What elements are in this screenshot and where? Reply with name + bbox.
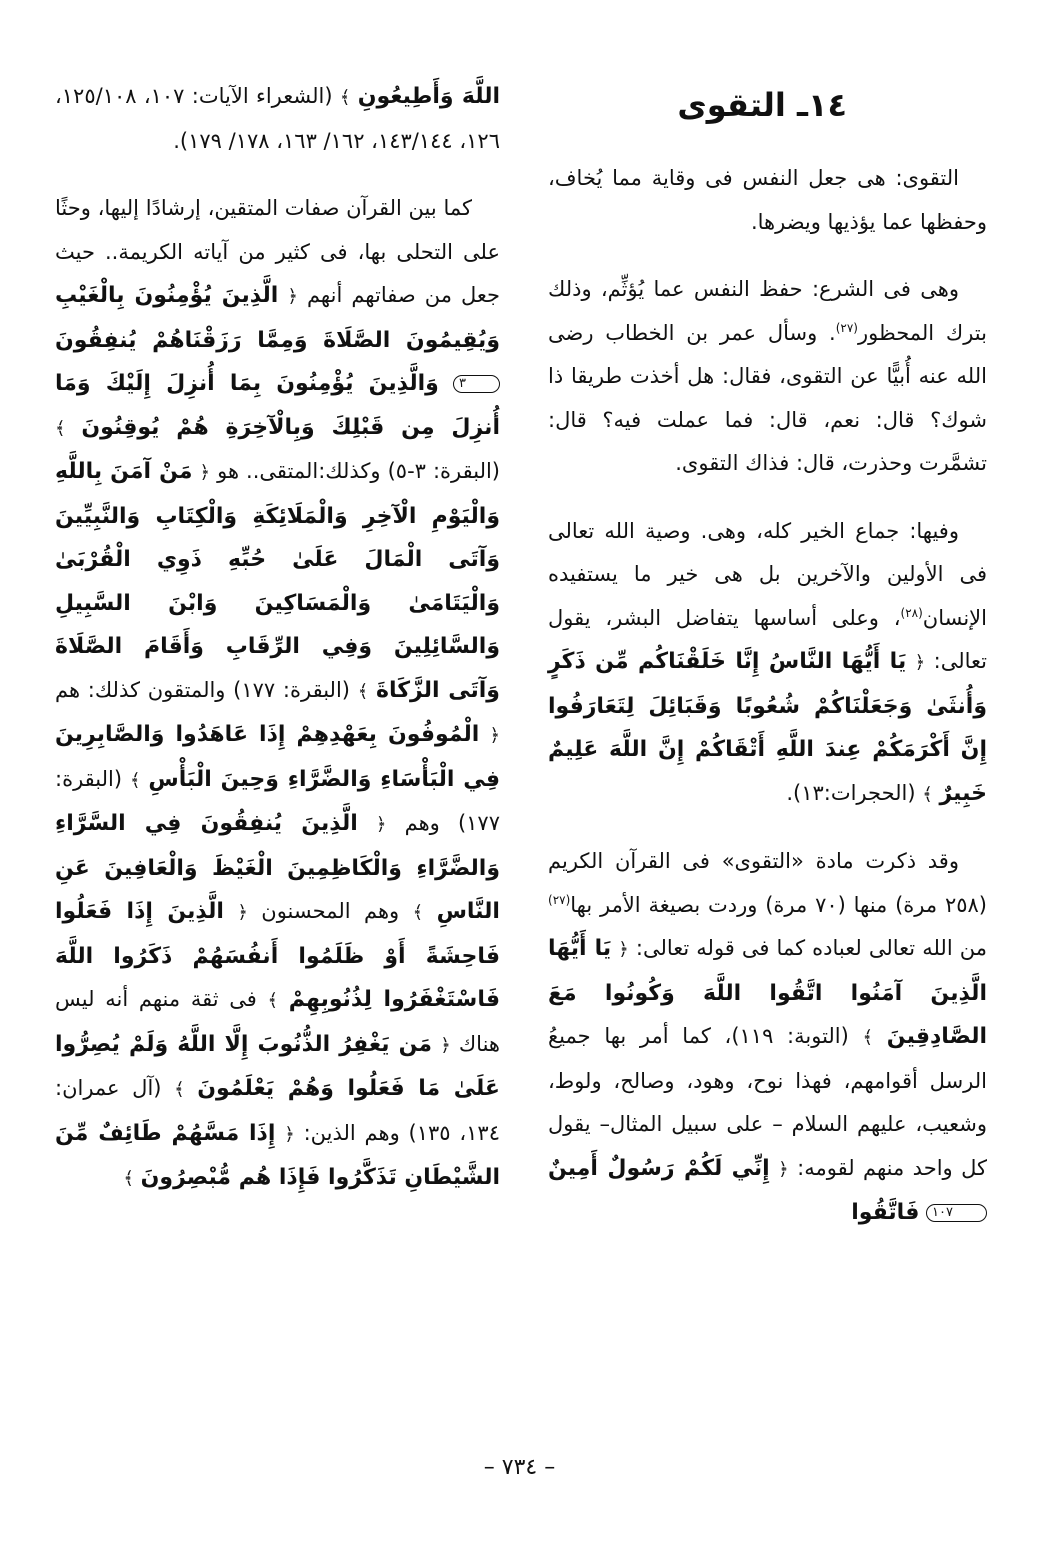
verse-number-badge: ١٠٧ [926,1204,987,1222]
verse-citation: (الحجرات:١٣). [786,780,916,805]
verse-open-bracket: ﴿ [284,1123,295,1145]
quran-verse: الَّذِينَ يُؤْمِنُونَ بِالْغَيْبِ وَيُقِيمُونَ الصَّلَاةَ وَمِمَّا رَزَقْنَاهُمْ يُنفِقُونَ [55,283,500,353]
verse-close-bracket: ﴾ [123,1168,134,1189]
verse-close-bracket: ﴾ [55,417,66,439]
verse-close-bracket: ﴾ [267,990,279,1011]
quran-verse: مَنْ آمَنَ بِاللَّهِ وَالْيَوْمِ الْآخِرِ وَالْمَلَائِكَةِ وَالْكِتَابِ وَالنَّبِيِّينَ وَآتَى الْمَالَ عَلَىٰ حُبِّهِ ذَوِي الْقُرْبَىٰ وَالْيَتَامَىٰ وَالْمَسَاكِينَ وَابْنَ السَّبِيلِ وَالسَّائِلِينَ وَفِي الرِّقَابِ وَأَقَامَ الصَّلَاةَ وَآتَى الزَّكَاةَ [55,459,500,703]
quran-verse: وَالَّذِينَ يُؤْمِنُونَ بِمَا أُنزِلَ إِلَيْكَ وَمَا أُنزِلَ مِن قَبْلِكَ وَبِالْآخِرَةِ هُمْ يُوقِنُونَ [55,371,500,440]
page-title: ١٤ـ التقوى [677,86,847,124]
verse-open-bracket: ﴿ [914,652,926,673]
verse-citation: (التوبة: ١١٩) [731,1024,849,1048]
footnote-ref[interactable]: (٢٧) [835,320,858,335]
verse-citation: (الشعراء الآيات: ١٠٧، ١٢٥/١٠٨، ١٢٦، ١٤٣/١٤٤، ١٦٢/ ١٦٣، ١٧٨/ ١٧٩). [55,84,500,153]
verse-close-bracket: ﴾ [129,769,141,791]
verse-close-bracket: ﴾ [339,87,351,108]
virtue-paragraph [548,510,987,817]
shuara-paragraph [55,75,500,163]
verse-citation: (البقرة: ١٧٧) والمتقون كذلك: هم [55,677,350,702]
verse-open-bracket: ﴿ [489,725,500,746]
text: التقوى: هى جعل النفس فى وقاية مما يُخاف، وحفظها عما يؤذيها ويضرها. [548,166,987,234]
verse-citation: (آل عمران: ١٣٤، ١٣٥) وهم الذين: [55,1076,500,1145]
quran-verse: إِذَا مَسَّهُمْ طَائِفٌ مِّنَ الشَّيْطَانِ تَذَكَّرُوا فَإِذَا هُم مُّبْصِرُونَ [55,1120,500,1190]
verse-number-badge: ٣ [453,375,500,393]
page-number: – ٧٣٤ – [483,1455,556,1480]
verse-open-bracket: ﴿ [440,1034,451,1056]
traits-paragraph [55,187,500,1201]
footnote-ref[interactable]: (٢٧) [548,892,571,907]
verse-open-bracket: ﴿ [287,286,298,307]
right-column [548,75,987,1259]
quran-verse: فَاتَّقُوا [851,1200,920,1225]
text: ، وعلى أساسها يتفاضل البشر، يقول تعالى: [548,605,987,673]
verse-close-bracket: ﴾ [357,680,369,702]
mentions-paragraph [548,840,987,1235]
text: وهى فى الشرع: حفظ النفس عما يُؤثِّم، وذلك بترك المحظور [548,277,987,345]
verse-open-bracket: ﴿ [237,902,248,923]
verse-open-bracket: ﴿ [778,1158,789,1180]
quran-verse: الَّذِينَ يُنفِقُونَ فِي السَّرَّاءِ وَالضَّرَّاءِ وَالْكَاظِمِينَ الْغَيْظَ وَالْعَافِينَ عَنِ النَّاسِ [55,811,500,924]
verse-close-bracket: ﴾ [412,902,424,923]
verse-close-bracket: ﴾ [862,1027,874,1048]
text: كما بين القرآن صفات المتقين، إرشادًا إليها، وحثًا على التحلى بها، فى كثير من آياته الكريمة.. حيث جعل من صفاتهم أنهم [55,196,500,307]
left-column [55,75,500,1225]
verse-open-bracket: ﴿ [199,462,211,483]
quran-verse: الْمُوفُونَ بِعَهْدِهِمْ إِذَا عَاهَدُوا وَالصَّابِرِينَ فِي الْبَأْسَاءِ وَالضَّرَّاءِ وَحِينَ الْبَأْسِ [55,722,500,792]
text: . وسأل عمر بن الخطاب رضى الله عنه أُبيًّا عن التقوى، فقال: هل أخذت طريقا ذا شوك؟ قال: نعم، قال: فما عملت فيه؟ قال: تشمَّرت وحذرت، قال: فذاك التقوى. [548,320,987,475]
verse-open-bracket: ﴿ [375,814,387,835]
quran-verse: اللَّهَ وَأَطِيعُونِ [357,84,500,109]
quran-verse: إِنِّي لَكُمْ رَسُولٌ أَمِينٌ [548,1155,770,1181]
text: ، كما أمر بها جميعُ الرسل أقوامهم، فهذا نوح، وهود، وصالح، ولوط، وشعيب، عليهم السلام – على سبيل المثال– يقول كل واحد منهم لقومه: [548,1024,987,1180]
quran-verse: يَا أَيُّهَا الَّذِينَ آمَنُوا اتَّقُوا اللَّهَ وَكُونُوا مَعَ الصَّادِقِينَ [548,936,988,1049]
verse-close-bracket: ﴾ [922,783,933,805]
quran-verse: الَّذِينَ إِذَا فَعَلُوا فَاحِشَةً أَوْ ظَلَمُوا أَنفُسَهُمْ ذَكَرُوا اللَّهَ فَاسْتَغْفَرُوا لِذُنُوبِهِمْ [55,899,500,1012]
quran-verse: يَا أَيُّهَا النَّاسُ إِنَّا خَلَقْنَاكُم مِّن ذَكَرٍ وَأُنثَىٰ وَجَعَلْنَاكُمْ شُعُوبًا وَقَبَائِلَ لِتَعَارَفُوا إِنَّ أَكْرَمَكُمْ عِندَ اللَّهِ أَتْقَاكُمْ إِنَّ اللَّهَ عَلِيمٌ خَبِيرٌ [548,649,987,806]
text: وفيها: جماع الخير كله، وهى. وصية الله تعالى فى الأولين والآخرين بل هى خير ما يستفيده الإنسان [548,518,987,630]
text: وهم المحسنون [261,899,400,923]
sharia-paragraph [548,268,987,486]
definition-paragraph [548,157,987,244]
verse-close-bracket: ﴾ [174,1079,185,1100]
verse-open-bracket: ﴿ [618,939,629,960]
text: من الله تعالى لعباده كما فى قوله تعالى: [635,936,987,960]
footnote-ref[interactable]: (٢٨) [900,605,923,620]
verse-citation: (البقرة: ٣-٥) وكذلك:المتقى.. هو [217,459,500,483]
text: فى ثقة منهم أنه ليس هناك [55,987,500,1056]
verse-citation: (البقرة: ١٧٧) وهم [55,766,500,835]
text: وقد ذكرت مادة «التقوى» فى القرآن الكريم (٢٥٨ مرة) منها (٧٠ مرة) وردت بصيغة الأمر بها [548,849,987,917]
quran-verse: مَن يَغْفِرُ الذُّنُوبَ إِلَّا اللَّهُ وَلَمْ يُصِرُّوا عَلَىٰ مَا فَعَلُوا وَهُمْ يَعْلَمُونَ [55,1031,500,1101]
